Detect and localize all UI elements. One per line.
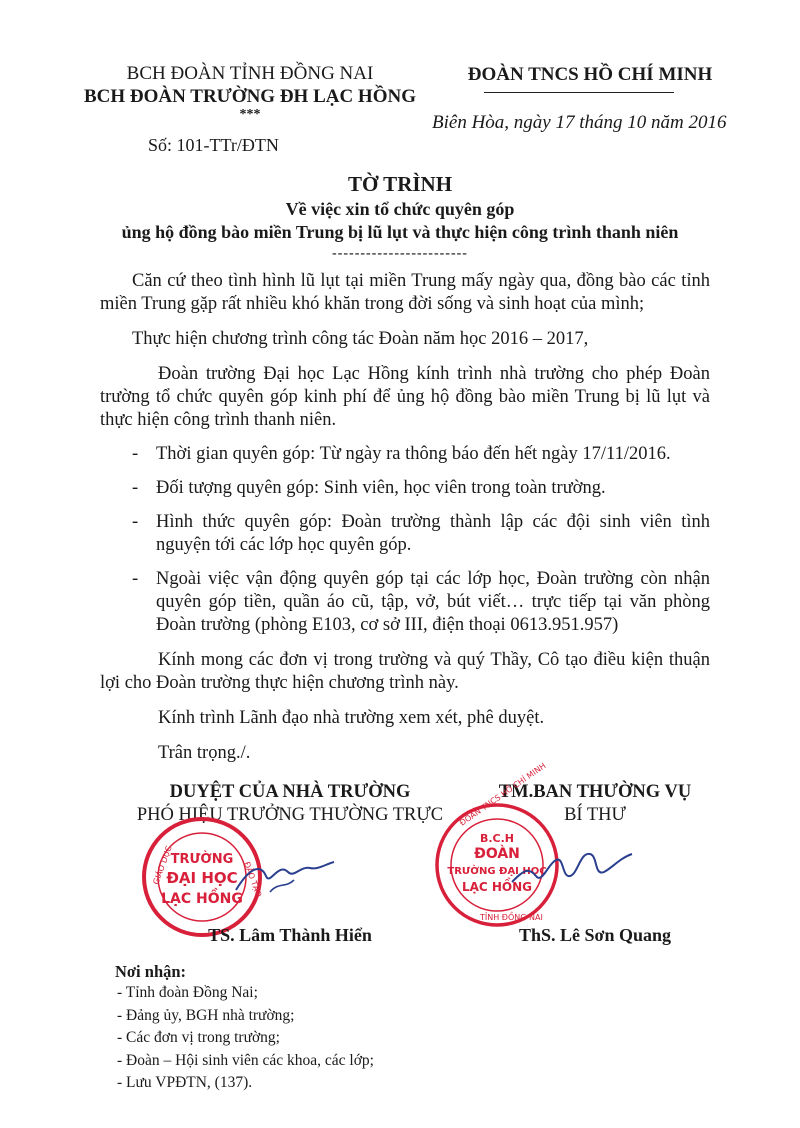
list-item: - Lưu VPĐTN, (137). [117,1074,253,1091]
issuer-stars: *** [239,107,261,122]
svg-text:ĐẠI HỌC: ĐẠI HỌC [166,869,238,887]
issuer-line-2: BCH ĐOÀN TRƯỜNG ĐH LẠC HỒNG [84,86,416,107]
bullet-audience: Đối tượng quyên góp: Sinh viên, học viên trong toàn trường. [156,478,606,498]
paragraph-submit: Kính trình Lãnh đạo nhà trường xem xét, phê duyệt. [158,708,545,728]
left-signature [230,852,340,902]
paragraph-hope: Kính mong các đơn vị trong trường và quý Thầy, Cô tạo điều kiện thuận lợi cho Đoàn trường thực hiện chương trình này. [100,650,710,693]
list-item: - Đối tượng quyên góp: Sinh viên, học viên trong toàn trường. [132,478,606,498]
svg-text:ĐOÀN TNCS HỒ CHÍ MINH: ĐOÀN TNCS HỒ CHÍ MINH [457,761,548,828]
subject-line-2: ủng hộ đồng bào miền Trung bị lũ lụt và thực hiện công trình thanh niên [121,222,679,242]
document-body [100,270,710,765]
approver-name: TS. Lâm Thành Hiển [208,925,372,945]
bullet-time: Thời gian quyên góp: Từ ngày ra thông báo đến hết ngày 17/11/2016. [156,444,671,464]
issuer-block [60,62,440,122]
paragraph-basis: Căn cứ theo tình hình lũ lụt tại miền Trung mấy ngày qua, đồng bào các tỉnh miền Trung gặp rất nhiều khó khăn trong đời sống và sinh hoạt của mình; [100,271,710,314]
right-signature [508,842,638,902]
svg-text:LẠC HỒNG: LẠC HỒNG [161,891,243,907]
list-item: - Hình thức quyên góp: Đoàn trường thành lập các đội sinh viên tình nguyện tới các lớp học quyên góp. [132,512,710,555]
svg-text:TRƯỜNG ĐẠI HỌC: TRƯỜNG ĐẠI HỌC [447,866,547,877]
paragraph-request: Đoàn trường Đại học Lạc Hồng kính trình nhà trường cho phép Đoàn trường tổ chức quyên góp kinh phí để ủng hộ đồng bào miền Trung bị lũ lụt và thực hiện công trình thanh niên. [100,364,710,430]
secretary-name: ThS. Lê Sơn Quang [518,925,672,945]
union-underline [484,92,674,93]
document-title: TỜ TRÌNH [347,172,453,196]
svg-text:ĐOÀN: ĐOÀN [474,846,520,862]
place-date: Biên Hòa, ngày 17 tháng 10 năm 2016 [432,112,727,133]
approval-role: PHÓ HIỆU TRƯỞNG THƯỜNG TRỰC [136,805,444,825]
list-item: - Ngoài việc vận động quyên góp tại các lớp học, Đoàn trường còn nhận quyên góp tiền, quần áo cũ, tập, vở, bút viết… trực tiếp tại văn phòng Đoàn trường (phòng E103, cơ sở III, điện thoại 0613.951.957) [132,569,710,635]
approval-title: DUYỆT CỦA NHÀ TRƯỜNG [169,782,411,802]
list-item: - Các đơn vị trong trường; [117,1029,280,1046]
title-divider: ------------------------ [332,246,468,261]
list-item: - Đoàn – Hội sinh viên các khoa, các lớp; [117,1051,374,1069]
svg-text:TRƯỜNG: TRƯỜNG [170,852,234,867]
standing-committee-title: TM.BAN THƯỜNG VỤ [498,782,692,802]
bullet-method: Hình thức quyên góp: Đoàn trường thành lập các đội sinh viên tình nguyện tới các lớp học quyên góp. [156,512,710,555]
list-item: - Thời gian quyên góp: Từ ngày ra thông báo đến hết ngày 17/11/2016. [132,444,671,464]
secretary-role: BÍ THƯ [564,805,626,825]
svg-text:LẠC HỒNG: LẠC HỒNG [461,880,533,894]
bullet-other: Ngoài việc vận động quyên góp tại các lớp học, Đoàn trường còn nhận quyên góp tiền, quần áo cũ, tập, vở, bút viết… trực tiếp tại văn phòng Đoàn trường (phòng E103, cơ sở III, điện thoại 0613.951.957) [156,569,710,635]
svg-text:ĐÀO TẠO: ĐÀO TẠO [242,860,264,899]
svg-text:GIÁO DỤC: GIÁO DỤC [151,844,174,886]
recipients-list [115,982,374,1095]
list-item: - Tỉnh đoàn Đồng Nai; [117,984,258,1001]
document-number: Số: 101-TTr/ĐTN [148,135,279,155]
recipients-label: Nơi nhận: [115,962,187,981]
svg-text:B.C.H: B.C.H [479,832,515,845]
subject-line-1: Về việc xin tổ chức quyên góp [285,199,515,219]
union-name: ĐOÀN TNCS HỒ CHÍ MINH [467,64,713,85]
list-item: - Đảng ủy, BGH nhà trường; [117,1006,295,1024]
svg-text:TỈNH ĐỒNG NAI: TỈNH ĐỒNG NAI [480,913,543,922]
paragraph-program: Thực hiện chương trình công tác Đoàn năm học 2016 – 2017, [132,329,589,349]
paragraph-regards: Trân trọng./. [158,743,251,763]
issuer-line-1: BCH ĐOÀN TỈNH ĐỒNG NAI [126,63,374,84]
